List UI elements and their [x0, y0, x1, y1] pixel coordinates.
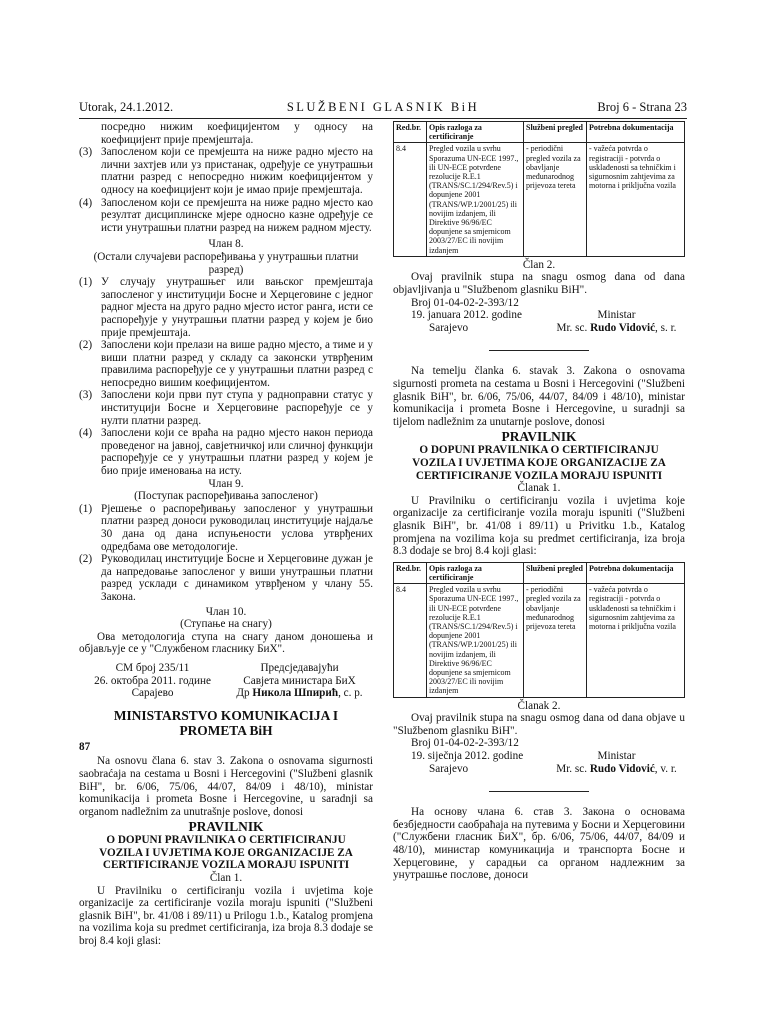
table-header-cell: Službeni pregled	[524, 122, 587, 143]
item-number: (4)	[79, 427, 93, 440]
pravilnik-heading: PRAVILNIK	[501, 429, 577, 445]
header-page-number: Broj 6 - Strana 23	[597, 100, 687, 114]
pravilnik-title	[393, 444, 685, 482]
table-header-cell: Opis razloga za certificiranje	[427, 122, 524, 143]
table-row	[394, 143, 685, 256]
article-9-heading: Члан 9.	[208, 477, 244, 490]
title-line: O DOPUNI PRAVILNIKA O CERTIFICIRANJU	[106, 834, 346, 847]
signature-right	[548, 297, 685, 335]
title-line: VOZILA I UVJETIMA KOJE ORGANIZACIJE ZA	[99, 846, 353, 859]
list-item	[79, 389, 373, 427]
article-10-title: (Ступање на снагу)	[180, 618, 272, 631]
intro-paragraph: На основу члана 6. став 3. Закона о основама безбједности саобраћаја на путевима у Босни и Херцеговини ("Службени гласник БиХ", бр. 6/06, 75/06, 44/07, 84/09 и 48/10), министар комуникација и транспорта Босне и Херцеговине, у сарадњи са органом надлежним за унутрашње послове, доноси	[393, 806, 685, 882]
table-header-cell: Potrebna dokumentacija	[587, 122, 685, 143]
signatory	[548, 763, 685, 776]
table-cell: - važeća potvrda o registraciji - potvrda o usklađenosti sa tehničkim i sigurnosnim zahtjevima za motorna i priključna vozila	[587, 584, 685, 697]
table-cell: - periodični pregled vozila za obavljanje međunarodnog prijevoza tereta	[524, 143, 587, 256]
table-header-cell: Službeni pregled	[524, 562, 587, 583]
signatory-name: Никола Шпирић	[252, 687, 339, 700]
ministry-heading-line-1: MINISTARSTVO KOMUNIKACIJA I	[113, 707, 339, 723]
list-item	[79, 503, 373, 553]
item-text: Запослени који се враћа на радно мјесто након периода проведеног на јавној, савјетничкој или сличној функцији распоређује се у унутрашњи платни разред у којем је био прије именовања на исту.	[101, 427, 373, 478]
ministry-heading	[79, 708, 373, 738]
item-text: Запосленом који се премјешта на ниже радно мјесто на лични захтјев или уз пристанак, одређује се унутрашњи платни разред с непосредно нижим коефицијентом у односу на коефицијент који је имао прије премјештаја.	[101, 146, 373, 196]
continued-text: посредно нижим коефицијентом у односу на коефицијент прије премјештаја.	[101, 121, 373, 146]
clanak-2-heading: Članak 2.	[517, 699, 561, 712]
title-line: CERTIFICIRANJE VOZILA MORAJU ISPUNITI	[415, 469, 663, 482]
signatory-title: Др	[236, 687, 250, 700]
table-row	[394, 584, 685, 697]
signature-right	[226, 662, 373, 700]
table-cell: Pregled vozila u svrhu Sporazuma UN-ECE 1997., ili UN-ECE potvrđene rezolucije R.E.1 (TRANS/SC.1/294/Rev.5) i dopunjene 2001 (TRANS/WP.1/2001/25) ili novijim izdanjem, ili Direktive 96/96/EC dopunjene sa smjernicom 2003/27/EC ili novijim izdanjem	[427, 143, 524, 256]
signatory-role: Ministar	[597, 309, 636, 322]
table-cell: 8.4	[394, 143, 427, 256]
right-column	[393, 121, 685, 882]
table-cell: - periodični pregled vozila za obavljanje međunarodnog prijevoza tereta	[524, 584, 587, 697]
signatory-name: Rudo Vidović	[590, 321, 656, 334]
signatory-title: Mr. sc.	[556, 321, 588, 334]
item-text: Руководилац институције Босне и Херцеговине дужан је да напредовање запосленог у виши унутрашњи платни разред усклади с динамиком утврђеном у члану 55. Закона.	[101, 553, 373, 603]
separator-rule	[489, 350, 589, 351]
intro-paragraph: Na osnovu člana 6. stav 3. Zakona o osnovama sigurnosti saobraćaja na cestama u Bosni i Hercegovini ("Službeni glasnik BiH", br. 6/06, 75/06, 44/07, 84/09 i 48/10), ministar komunikacija i prometa Bosne i Hercegovine, u saradnji sa organom nadležnim za unutrašnje poslove, donosi	[79, 755, 373, 818]
item-text: Запослени који први пут ступа у радноправни статус у институцији Босне и Херцеговине распоређује се у нулти платни разред.	[101, 389, 373, 427]
signatory-body: Савјета министара БиХ	[243, 674, 356, 687]
signatory-name: Rudo Vidović	[589, 762, 655, 775]
table-header-cell: Red.br.	[394, 122, 427, 143]
item-number: (3)	[79, 389, 93, 402]
signatory-suffix: , с. р.	[338, 687, 363, 700]
signature-left	[79, 662, 226, 700]
signature-date: 19. januara 2012. godine	[411, 309, 522, 322]
table-header-cell: Potrebna dokumentacija	[587, 562, 685, 583]
signature-city: Сарајево	[131, 687, 174, 700]
pravilnik-title	[79, 834, 373, 872]
clan-1-text: U Pravilniku o certificiranju vozila i uvjetima koje organizacije za certificiranje vozila moraju ispuniti ("Službeni glasnik BiH", br. 41/08 i 89/11) u Prilogu 1.b., Katalog promjena na vozilima koja su predmet certificiranja, iza broja 8.3 dodaje se broj 8.4 koji glasi:	[79, 884, 373, 948]
list-item	[79, 553, 373, 603]
article-8-title: (Остали случајеви распоређивања у унутрашњи платни разред)	[93, 250, 359, 276]
header-publication-title: SLUŽBENI GLASNIK BiH	[286, 100, 480, 114]
signatory	[226, 687, 373, 700]
list-item	[79, 197, 373, 235]
separator-rule	[489, 791, 589, 792]
signature-block	[79, 662, 373, 700]
item-text: Рјешење о распоређивању запосленог у унутрашњи платни разред доноси руководилац институције најдаље 30 дана од дана испуњености услова утврђених одредбама ове методологије.	[101, 502, 373, 553]
item-number: (2)	[79, 553, 93, 566]
clanak-1-text: U Pravilniku o certificiranju vozila i uvjetima koje organizacije za certificiranje vozila moraju ispuniti ("Službeni glasnik BiH", br. 41/08 i 89/11) u Privitku 1.b., Katalog promjena na vozilima koja su predmet certificiranja, iza broja 8.3 dodaje se broj 8.4 koji glasi:	[393, 494, 685, 558]
table-cell: Pregled vozila u svrhu Sporazuma UN-ECE 1997., ili UN-ECE potvrđene rezolucije R.E.1 (TRANS/SC.1/294/Rev.5) i dopunjene 2001 (TRANS/WP.1/2001/25) ili novijim izdanjem, ili Direktive 96/96/EC dopunjene sa smjernicom 2003/27/EC ili novijim izdanjem	[427, 584, 524, 697]
item-text: У случају унутрашњег или вањског премјештаја запосленог у институцији Босне и Херцеговине с једног радног мјеста на друго радно мјесто истог ранга, исти се распоређује у унутрашњи платни разред у којем је био прије премјештаја.	[101, 276, 373, 339]
title-line: CERTIFICIRANJE VOZILA MORAJU ISPUNITI	[102, 859, 350, 872]
signature-date: 19. siječnja 2012. godine	[411, 749, 524, 762]
list-item	[79, 339, 373, 389]
signatory-role: Предсједавајући	[260, 661, 339, 674]
list-item	[79, 276, 373, 339]
document-number: 87	[79, 740, 91, 753]
ministry-heading-line-2: PROMETA BiH	[179, 722, 273, 738]
signature-right	[548, 737, 685, 775]
article-10-heading: Члан 10.	[205, 605, 247, 618]
signature-block	[393, 737, 685, 775]
left-column	[79, 121, 373, 948]
page-header	[79, 100, 687, 119]
article-8-heading: Члан 8.	[208, 238, 244, 251]
reference-number: СМ број 235/11	[115, 661, 190, 674]
signature-block	[393, 297, 685, 335]
table-header-row	[394, 122, 685, 143]
signature-city: Sarajevo	[429, 321, 469, 334]
clanak-1-heading: Članak 1.	[517, 482, 561, 495]
table-header-cell: Opis razloga za certificiranje	[427, 562, 524, 583]
item-text: Запослени који прелази на више радно мјесто, а тиме и у виши платни разред у складу са законски утврђеним правилима распоређује се у унутрашњи платни разред с непосредно вишим коефицијентом.	[101, 339, 373, 389]
clan-2-text: Ovaj pravilnik stupa na snagu osmog dana od dana objavljivanja u "Službenom glasniku BiH".	[393, 271, 685, 297]
header-date: Utorak, 24.1.2012.	[79, 100, 174, 114]
signature-left	[393, 297, 548, 335]
signatory	[548, 322, 685, 335]
certification-table	[393, 121, 685, 257]
item-number: (1)	[79, 276, 93, 289]
list-item	[79, 146, 373, 196]
signature-date: 26. октобра 2011. године	[94, 674, 211, 687]
item-number: (4)	[79, 196, 93, 209]
article-10-text: Ова методологија ступа на снагу даном доношења и објављује се у "Службеном гласнику БиХ".	[79, 630, 373, 656]
title-line: O DOPUNI PRAVILNIKA O CERTIFICIRANJU	[419, 444, 659, 457]
reference-number: Broj 01-04-02-2-393/12	[411, 296, 519, 309]
signatory-suffix: , v. r.	[654, 762, 677, 775]
clan-1-heading: Član 1.	[209, 872, 243, 885]
pravilnik-heading: PRAVILNIK	[188, 819, 264, 835]
clan-2-heading: Član 2.	[522, 258, 556, 271]
signatory-title: Mr. sc.	[556, 762, 588, 775]
clanak-2-text: Ovaj pravilnik stupa na snagu osmog dana od dana objave u "Službenom glasniku BiH".	[393, 712, 685, 737]
item-text: Запосленом који се премјешта на ниже радно мјесто као резултат дисциплинске мјере односно казне одређује се исти унутрашњи платни разред на нижем радном мјесту.	[101, 196, 373, 234]
signatory-role: Ministar	[597, 749, 636, 762]
title-line: VOZILA I UVJETIMA KOJE ORGANIZACIJE ZA	[412, 456, 666, 469]
list-item	[79, 427, 373, 477]
signatory-suffix: , s. r.	[655, 321, 677, 334]
item-number: (2)	[79, 339, 93, 352]
table-cell: - važeća potvrda o registraciji - potvrda o usklađenosti sa tehničkim i sigurnosnim zahtjevima za motorna i priključna vozila	[587, 143, 685, 256]
item-number: (1)	[79, 502, 93, 515]
signature-left	[393, 737, 548, 775]
table-cell: 8.4	[394, 584, 427, 697]
certification-table	[393, 562, 685, 698]
table-header-cell: Red.br.	[394, 562, 427, 583]
table-header-row	[394, 562, 685, 583]
reference-number: Broj 01-04-02-2-393/12	[411, 737, 519, 750]
signature-city: Sarajevo	[429, 762, 469, 775]
article-9-title: (Поступак распоређивања запосленог)	[134, 490, 318, 503]
item-number: (3)	[79, 146, 93, 159]
intro-paragraph: Na temelju članka 6. stavak 3. Zakona o osnovama sigurnosti prometa na cestama u Bosni i Hercegovini ("Službeni glasnik BiH", br. 6/06, 75/06, 44/07, 84/09 i 48/10), ministar komunikacija i prometa Bosne i Hercegovine, u suradnji sa tijelom nadležnim za unutarnje poslove, donosi	[393, 365, 685, 428]
